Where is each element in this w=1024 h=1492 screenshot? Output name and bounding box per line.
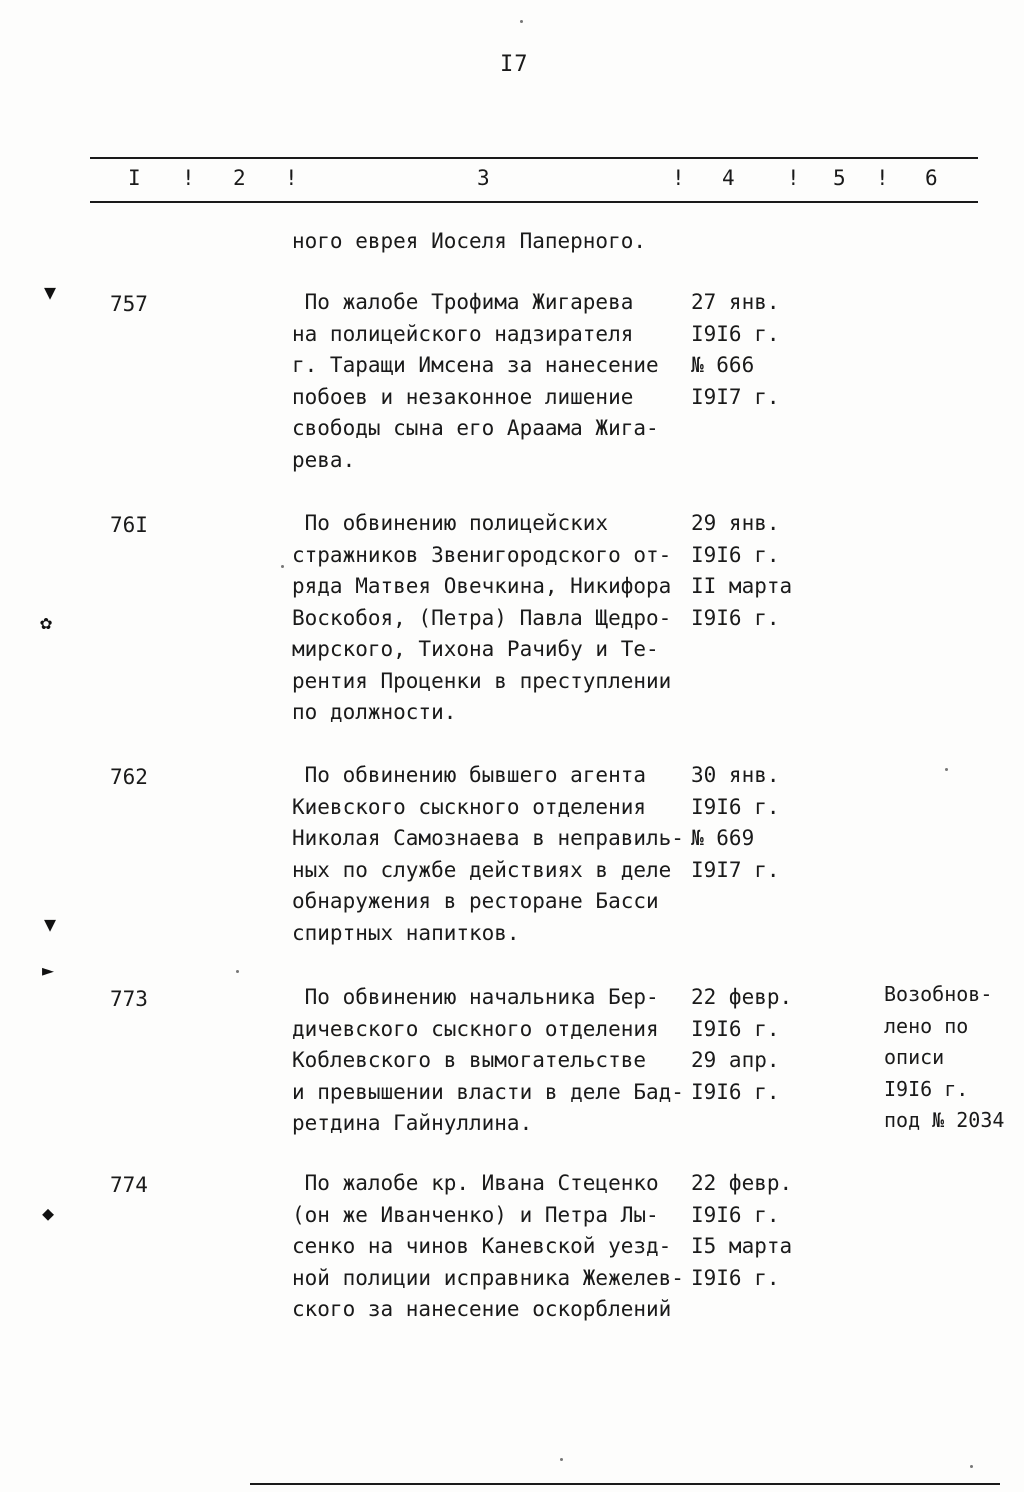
page-number: I7 [500,52,529,77]
entry-number: 76I [110,513,148,537]
scan-speck [945,768,948,771]
entry-number: 762 [110,765,148,789]
entry-description: По обвинению бывшего агента Киевского сыскного отделения Николая Самознаева в неправиль- ных по службе действиях в деле обнаружения в ресторане Басси спиртных напитков. [292,763,684,945]
header-col-6: 6 [925,166,938,190]
header-separator: ! [672,166,685,190]
entry-number: 757 [110,292,148,316]
entry-description: По жалобе кр. Ивана Стеценко (он же Иванченко) и Петра Лы- сенко на чинов Каневской уезд- ной полиции исправника Жежелев- ского за нанесение оскорблений [292,1171,684,1321]
punch-mark: ► [42,958,55,982]
punch-mark: ▼ [44,280,57,304]
continuation-text: ного еврея Иоселя Паперного. [292,229,647,253]
page-bottom-edge [250,1483,1000,1485]
header-col-3: 3 [477,166,490,190]
header-separator: ! [182,166,195,190]
entry-description: По обвинению полицейских стражников Звенигородского от- ряда Матвея Овечкина, Никифора Воскобоя, (Петра) Павла Щедро- мирского, Тихона Рачибу и Те- рентия Проценки в преступлении по должности. [292,511,672,724]
header-separator: ! [787,166,800,190]
entry-number: 774 [110,1173,148,1197]
scan-speck [236,970,239,973]
entry-description: По жалобе Трофима Жигарева на полицейского надзирателя г. Таращи Имсена за нанесение побоев и незаконное лишение свободы сына его Араама Жига- рева. [292,290,659,472]
header-col-2: 2 [233,166,246,190]
header-col-1: I [128,166,141,190]
entry-dates: 30 янв. I9I6 г. № 669 I9I7 г. [691,763,780,882]
scan-speck [520,20,523,23]
entry-dates: 22 февр. I9I6 г. 29 апр. I9I6 г. [691,985,793,1104]
scan-speck [970,1465,973,1468]
scan-speck [560,1458,563,1461]
header-separator: ! [876,166,889,190]
header-col-4: 4 [722,166,735,190]
punch-mark: ◆ [42,1201,55,1225]
entry-note: Возобнов- лено по описи I9I6 г. под № 2034 [884,982,1005,1132]
header-bottom-rule [90,201,978,203]
entry-dates: 27 янв. I9I6 г. № 666 I9I7 г. [691,290,780,409]
entry-description: По обвинению начальника Бер- дичевского сыскного отделения Коблевского в вымогательстве и превышении власти в деле Бад- ретдина Гайнуллина. [292,985,684,1135]
header-top-rule [90,157,978,159]
entry-dates: 22 февр. I9I6 г. I5 марта I9I6 г. [691,1171,793,1290]
entry-number: 773 [110,987,148,1011]
header-separator: ! [285,166,298,190]
header-col-5: 5 [833,166,846,190]
punch-mark: ✿ [40,610,53,634]
punch-mark: ▼ [44,912,57,936]
entry-dates: 29 янв. I9I6 г. II марта I9I6 г. [691,511,793,630]
scan-speck [281,565,284,568]
